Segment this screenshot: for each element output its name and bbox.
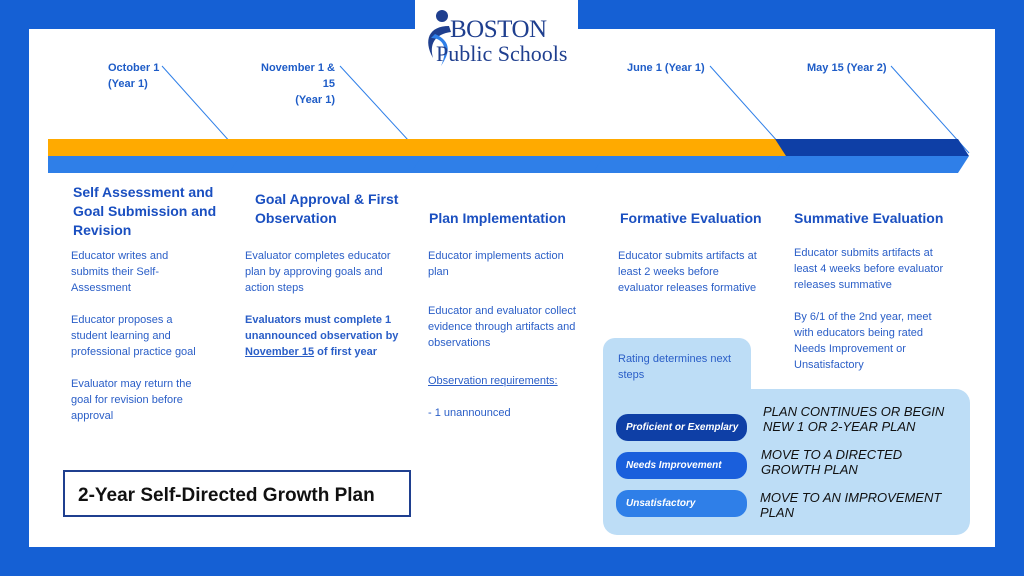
logo-line-2: Public Schools xyxy=(436,41,568,66)
stage-1-item-1: Educator writes and submits their Self-Assessment xyxy=(71,250,169,294)
date-june-line1: June 1 (Year 1) xyxy=(627,62,705,74)
stage-3-observation-item: - 1 unannounced xyxy=(428,407,511,419)
timeline xyxy=(0,0,1024,200)
date-may xyxy=(807,60,887,76)
timeline-segment-3-top xyxy=(411,139,605,156)
stage-2-note-pre: Evaluators must complete 1 unannounced observation by xyxy=(245,314,399,342)
date-may-line1: May 15 (Year 2) xyxy=(807,62,887,74)
timeline-segment-2-bottom xyxy=(229,156,423,173)
timeline-segment-4-top xyxy=(593,139,787,156)
badge-needs-improvement: Needs Improvement xyxy=(616,452,747,479)
stage-2-observation-note xyxy=(245,312,400,360)
stage-3-title: Plan Implementation xyxy=(429,210,566,226)
date-june xyxy=(627,60,705,76)
stage-5-item-2: By 6/1 of the 2nd year, meet with educators being rated Needs Improvement or Unsatisfactory xyxy=(794,311,932,371)
timeline-segment-1-bottom xyxy=(48,156,241,173)
date-november-line1: November 1 & 15 xyxy=(261,62,335,90)
outcome-unsatisfactory: MOVE TO AN IMPROVEMENT PLAN xyxy=(760,490,942,520)
stage-4-item-1: Educator submits artifacts at least 2 weeks before evaluator releases formative xyxy=(618,250,757,294)
stage-1-item-2: Educator proposes a student learning and professional practice goal xyxy=(71,314,196,358)
stage-3-observation-label: Observation requirements: xyxy=(428,375,558,387)
stage-2-note-date: November 15 xyxy=(245,346,315,358)
date-october xyxy=(108,60,159,92)
plan-title-box xyxy=(63,470,411,517)
stage-5-title: Summative Evaluation xyxy=(794,210,944,226)
stage-2-note-post: of first year xyxy=(314,346,378,358)
badge-proficient: Proficient or Exemplary xyxy=(616,414,747,441)
badge-unsatisfactory: Unsatisfactory xyxy=(616,490,747,517)
stage-1-title: Self Assessment and Goal Submission and Revision xyxy=(73,184,217,238)
date-november xyxy=(247,60,335,108)
stage-2-title: Goal Approval & First Observation xyxy=(255,191,399,226)
stage-5-item-1: Educator submits artifacts at least 4 weeks before evaluator releases summative xyxy=(794,247,944,291)
stage-1-item-3: Evaluator may return the goal for revision before approval xyxy=(71,378,192,422)
timeline-segment-1-top xyxy=(48,139,241,156)
date-october-line2: (Year 1) xyxy=(108,78,148,90)
stage-3-item-2: Educator and evaluator collect evidence through artifacts and observations xyxy=(428,305,576,349)
logo-line-1: BOSTON xyxy=(450,16,547,43)
timeline-segment-4-bottom xyxy=(593,156,787,173)
outcome-proficient: PLAN CONTINUES OR BEGIN NEW 1 OR 2-YEAR PLAN xyxy=(763,404,945,434)
stage-4-title: Formative Evaluation xyxy=(620,210,762,226)
outcome-needs-improvement: MOVE TO A DIRECTED GROWTH PLAN xyxy=(761,447,903,477)
timeline-segment-5-bottom xyxy=(775,156,969,173)
stage-2-item-1: Evaluator completes educator plan by approving goals and action steps xyxy=(245,250,391,294)
stage-3-item-1: Educator implements action plan xyxy=(428,250,564,278)
rating-label: Rating determines next steps xyxy=(618,353,732,381)
date-november-line2: (Year 1) xyxy=(295,94,335,106)
date-october-line1: October 1 xyxy=(108,62,160,74)
timeline-segment-2-top xyxy=(229,139,423,156)
plan-title: 2-Year Self-Directed Growth Plan xyxy=(78,485,375,506)
timeline-segment-5-top xyxy=(775,139,969,156)
timeline-segment-3-bottom xyxy=(411,156,605,173)
